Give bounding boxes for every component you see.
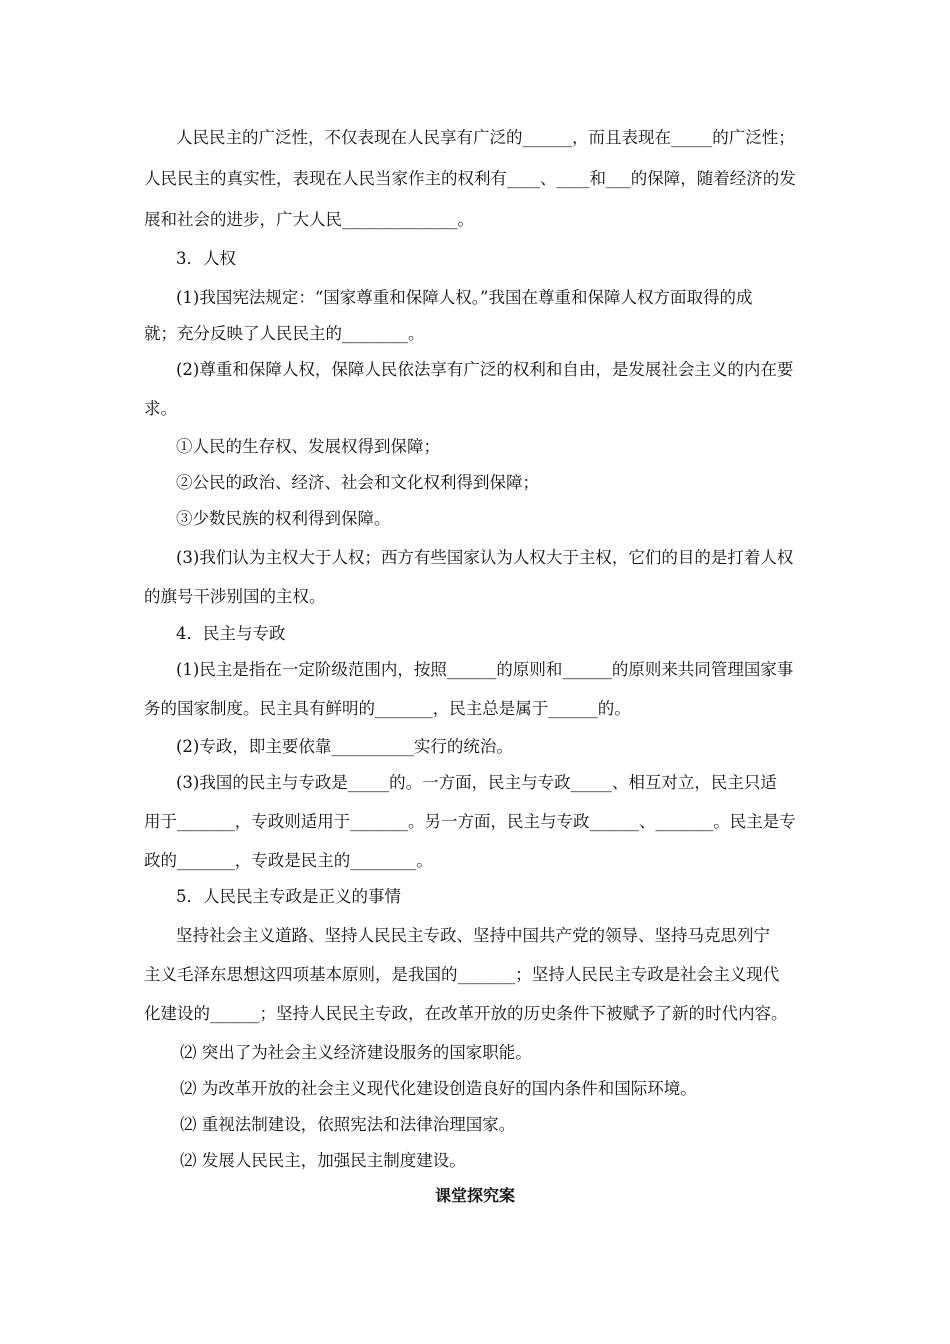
section-heading-human-rights: 3．人权 [176, 249, 236, 268]
list-item: ⑵ 重视法制建设，依照宪法和法律治理国家。 [180, 1115, 516, 1134]
text-line: 人民民主的真实性，表现在人民当家作主的权利有____、____和___的保障，随着经济的发 [144, 169, 796, 188]
text-line: 求。 [144, 399, 177, 418]
text-line: (1)民主是指在一定阶级范围内，按照______的原则和______的原则来共同管理国家事 [176, 660, 794, 679]
text-line: 化建设的______；坚持人民民主专政，在改革开放的历史条件下被赋予了新的时代内容。 [144, 1004, 788, 1023]
text-line: 人民民主的广泛性，不仅表现在人民享有广泛的______，而且表现在_____的广泛性； [176, 128, 795, 147]
text-line: 展和社会的进步，广大人民______________。 [144, 210, 474, 229]
text-line: 主义毛泽东思想这四项基本原则，是我国的_______；坚持人民民主专政是社会主义现代 [144, 965, 780, 984]
text-line: 的旗号干涉别国的主权。 [144, 587, 326, 606]
section-title: 课堂探究案 [434, 1186, 515, 1205]
list-item: ②公民的政治、经济、社会和文化权利得到保障； [176, 473, 539, 492]
text-line: (2)专政，即主要依靠__________实行的统治。 [176, 737, 513, 756]
text-line: 坚持社会主义道路、坚持人民民主专政、坚持中国共产党的领导、坚持马克思列宁 [176, 926, 770, 945]
text-line: 政的_______，专政是民主的________。 [144, 851, 433, 870]
list-item: ①人民的生存权、发展权得到保障； [176, 437, 440, 456]
text-line: 务的国家制度。民主具有鲜明的_______，民主总是属于______的。 [144, 699, 631, 718]
text-line: (2)尊重和保障人权，保障人民依法享有广泛的权利和自由，是发展社会主义的内在要 [176, 360, 794, 379]
text-line: (1)我国宪法规定：“国家尊重和保障人权。”我国在尊重和保障人权方面取得的成 [176, 288, 753, 307]
text-line: (3)我们认为主权大于人权；西方有些国家认为人权大于主权，它们的目的是打着人权 [176, 548, 794, 567]
text-line: 就；充分反映了人民民主的________。 [144, 324, 425, 343]
list-item: ⑵ 突出了为社会主义经济建设服务的国家职能。 [180, 1043, 532, 1062]
list-item: ⑵ 为改革开放的社会主义现代化建设创造良好的国内条件和国际环境。 [180, 1079, 697, 1098]
section-heading-democracy-dictatorship: 4．民主与专政 [176, 624, 286, 643]
section-heading-people-democratic-dictatorship: 5．人民民主专政是正义的事情 [176, 887, 401, 906]
list-item: ③少数民族的权利得到保障。 [176, 509, 391, 528]
text-line: 用于_______，专政则适用于_______。另一方面，民主与专政______、_______。民主是专 [144, 812, 796, 831]
list-item: ⑵ 发展人民民主，加强民主制度建设。 [180, 1151, 466, 1170]
text-line: (3)我国的民主与专政是_____的。一方面，民主与专政_____、相互对立，民主只适 [176, 773, 777, 792]
